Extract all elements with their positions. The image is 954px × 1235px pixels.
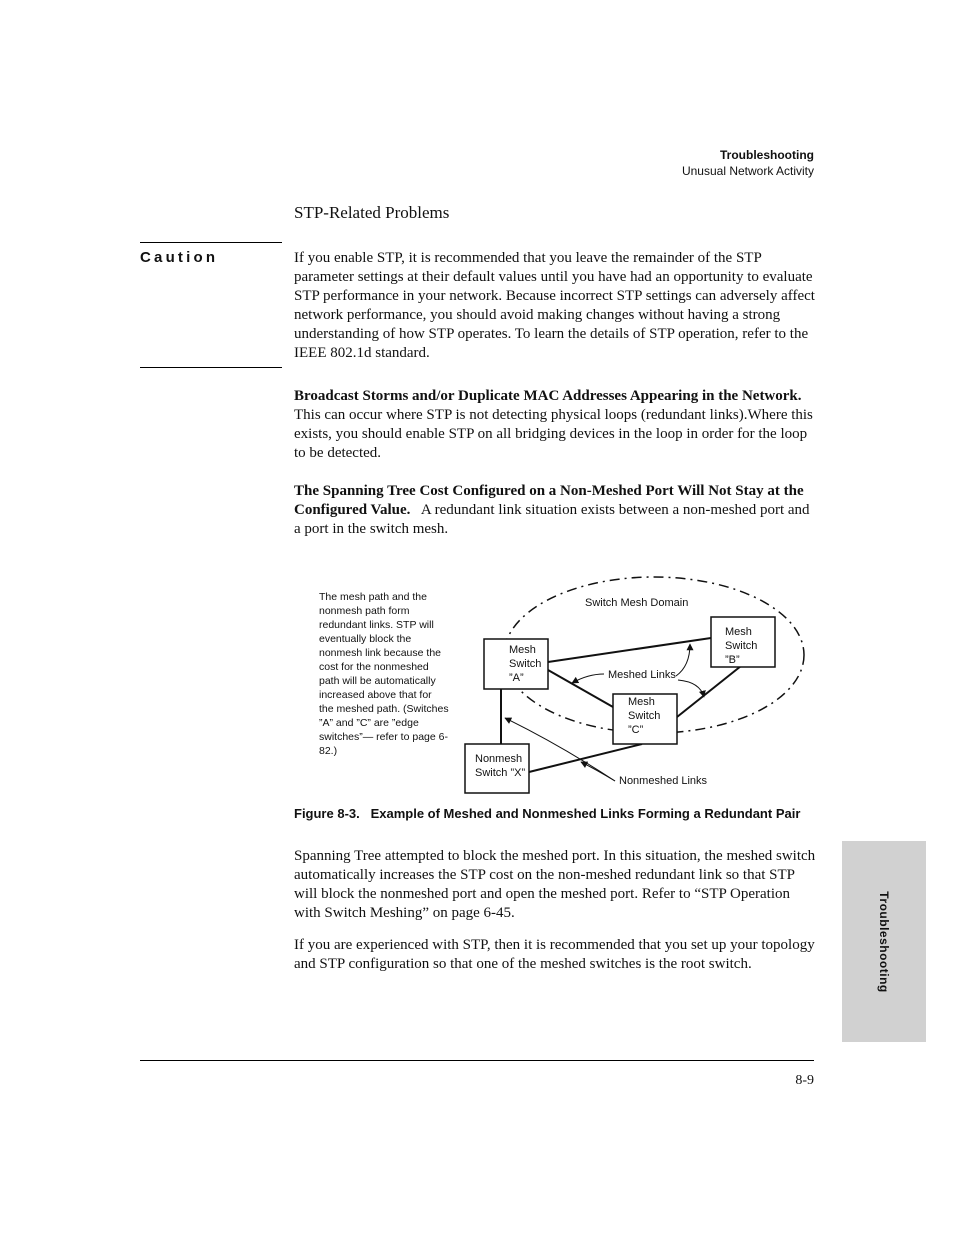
problem-heading: Broadcast Storms and/or Duplicate MAC Addresses Appearing in the Network. [294,388,802,404]
mesh-switch-b-label: Mesh Switch ”B” [725,626,758,666]
meshed-links-arrow [676,644,690,676]
figure-caption-text: Example of Meshed and Nonmeshed Links Forming a Redundant Pair [370,806,801,821]
running-header-chapter: Troubleshooting [720,148,814,162]
caution-label: Caution [140,249,219,266]
mesh-switch-c-label: Mesh Switch ”C” [628,696,661,736]
mesh-switch-a-label: Mesh Switch ”A” [509,644,542,684]
paragraph-experienced-stp: If you are experienced with STP, then it is recommended that you set up your topology and STP configuration so that one of the meshed switches is the root switch. [294,937,815,972]
meshed-links-arrow [572,674,604,683]
problem-spanning-tree-cost [294,482,816,539]
nonmeshed-link-c-x [529,744,642,772]
chapter-thumb-tab [842,841,926,1042]
figure-caption [294,806,800,821]
meshed-link-b-c [677,666,741,717]
figure-caption-number: Figure 8-3. [294,806,360,821]
figure-note: The mesh path and the nonmesh path form redundant links. STP will eventually block the nonmesh link because the cost for the nonmeshed path will be automatically increased above that for the meshed path. (Switches ”A” and ”C” are ”edge switches”— refer to page 6-82.) [319,591,449,757]
chapter-thumb-tab-label: Troubleshooting [877,890,891,993]
meshed-links-label: Meshed Links [608,669,676,681]
problem-text: A redundant link situation exists between a non-meshed port and a port in the switch mesh. [294,502,810,537]
footer-rule [140,1060,814,1061]
mesh-diagram [455,565,815,800]
caution-top-rule [140,242,282,243]
nonmeshed-links-arrow [581,762,615,781]
paragraph-spanning-tree: Spanning Tree attempted to block the meshed port. In this situation, the meshed switch automatically increases the STP cost on the non-meshed redundant link so that STP will block the nonmeshed port and open the meshed port. Refer to “STP Operation with Switch Meshing” on page 6-45. [294,848,816,921]
problem-heading: The Spanning Tree Cost Configured on a Non-Meshed Port Will Not Stay at the Configured Value. [294,483,804,518]
problem-text: This can occur where STP is not detecting physical loops (redundant links).Where this exists, you should enable STP on all bridging devices in the loop in order for the loop to be detected. [294,407,813,461]
section-title: STP-Related Problems [294,203,450,222]
caution-bottom-rule [140,367,282,368]
meshed-link-a-b [548,638,711,662]
nonmeshed-links-label: Nonmeshed Links [619,775,708,787]
mesh-domain-label: Switch Mesh Domain [585,597,689,609]
problem-broadcast-storms [294,387,816,463]
meshed-links-arrow [678,680,704,697]
meshed-link-a-c [548,670,613,707]
page-number: 8-9 [795,1073,814,1088]
nonmesh-switch-x-label: Nonmesh Switch ”X” [475,753,526,779]
running-header-section: Unusual Network Activity [681,164,814,178]
caution-text: If you enable STP, it is recommended that you leave the remainder of the STP parameter settings at their default values until you have had an opportunity to evaluate STP performance in your network. Because incorrect STP settings can adversely affect network performance, you should avoid making changes without having a strong understanding of how STP operates. To learn the details of STP operation, refer to the IEEE 802.1d standard. [294,250,815,361]
